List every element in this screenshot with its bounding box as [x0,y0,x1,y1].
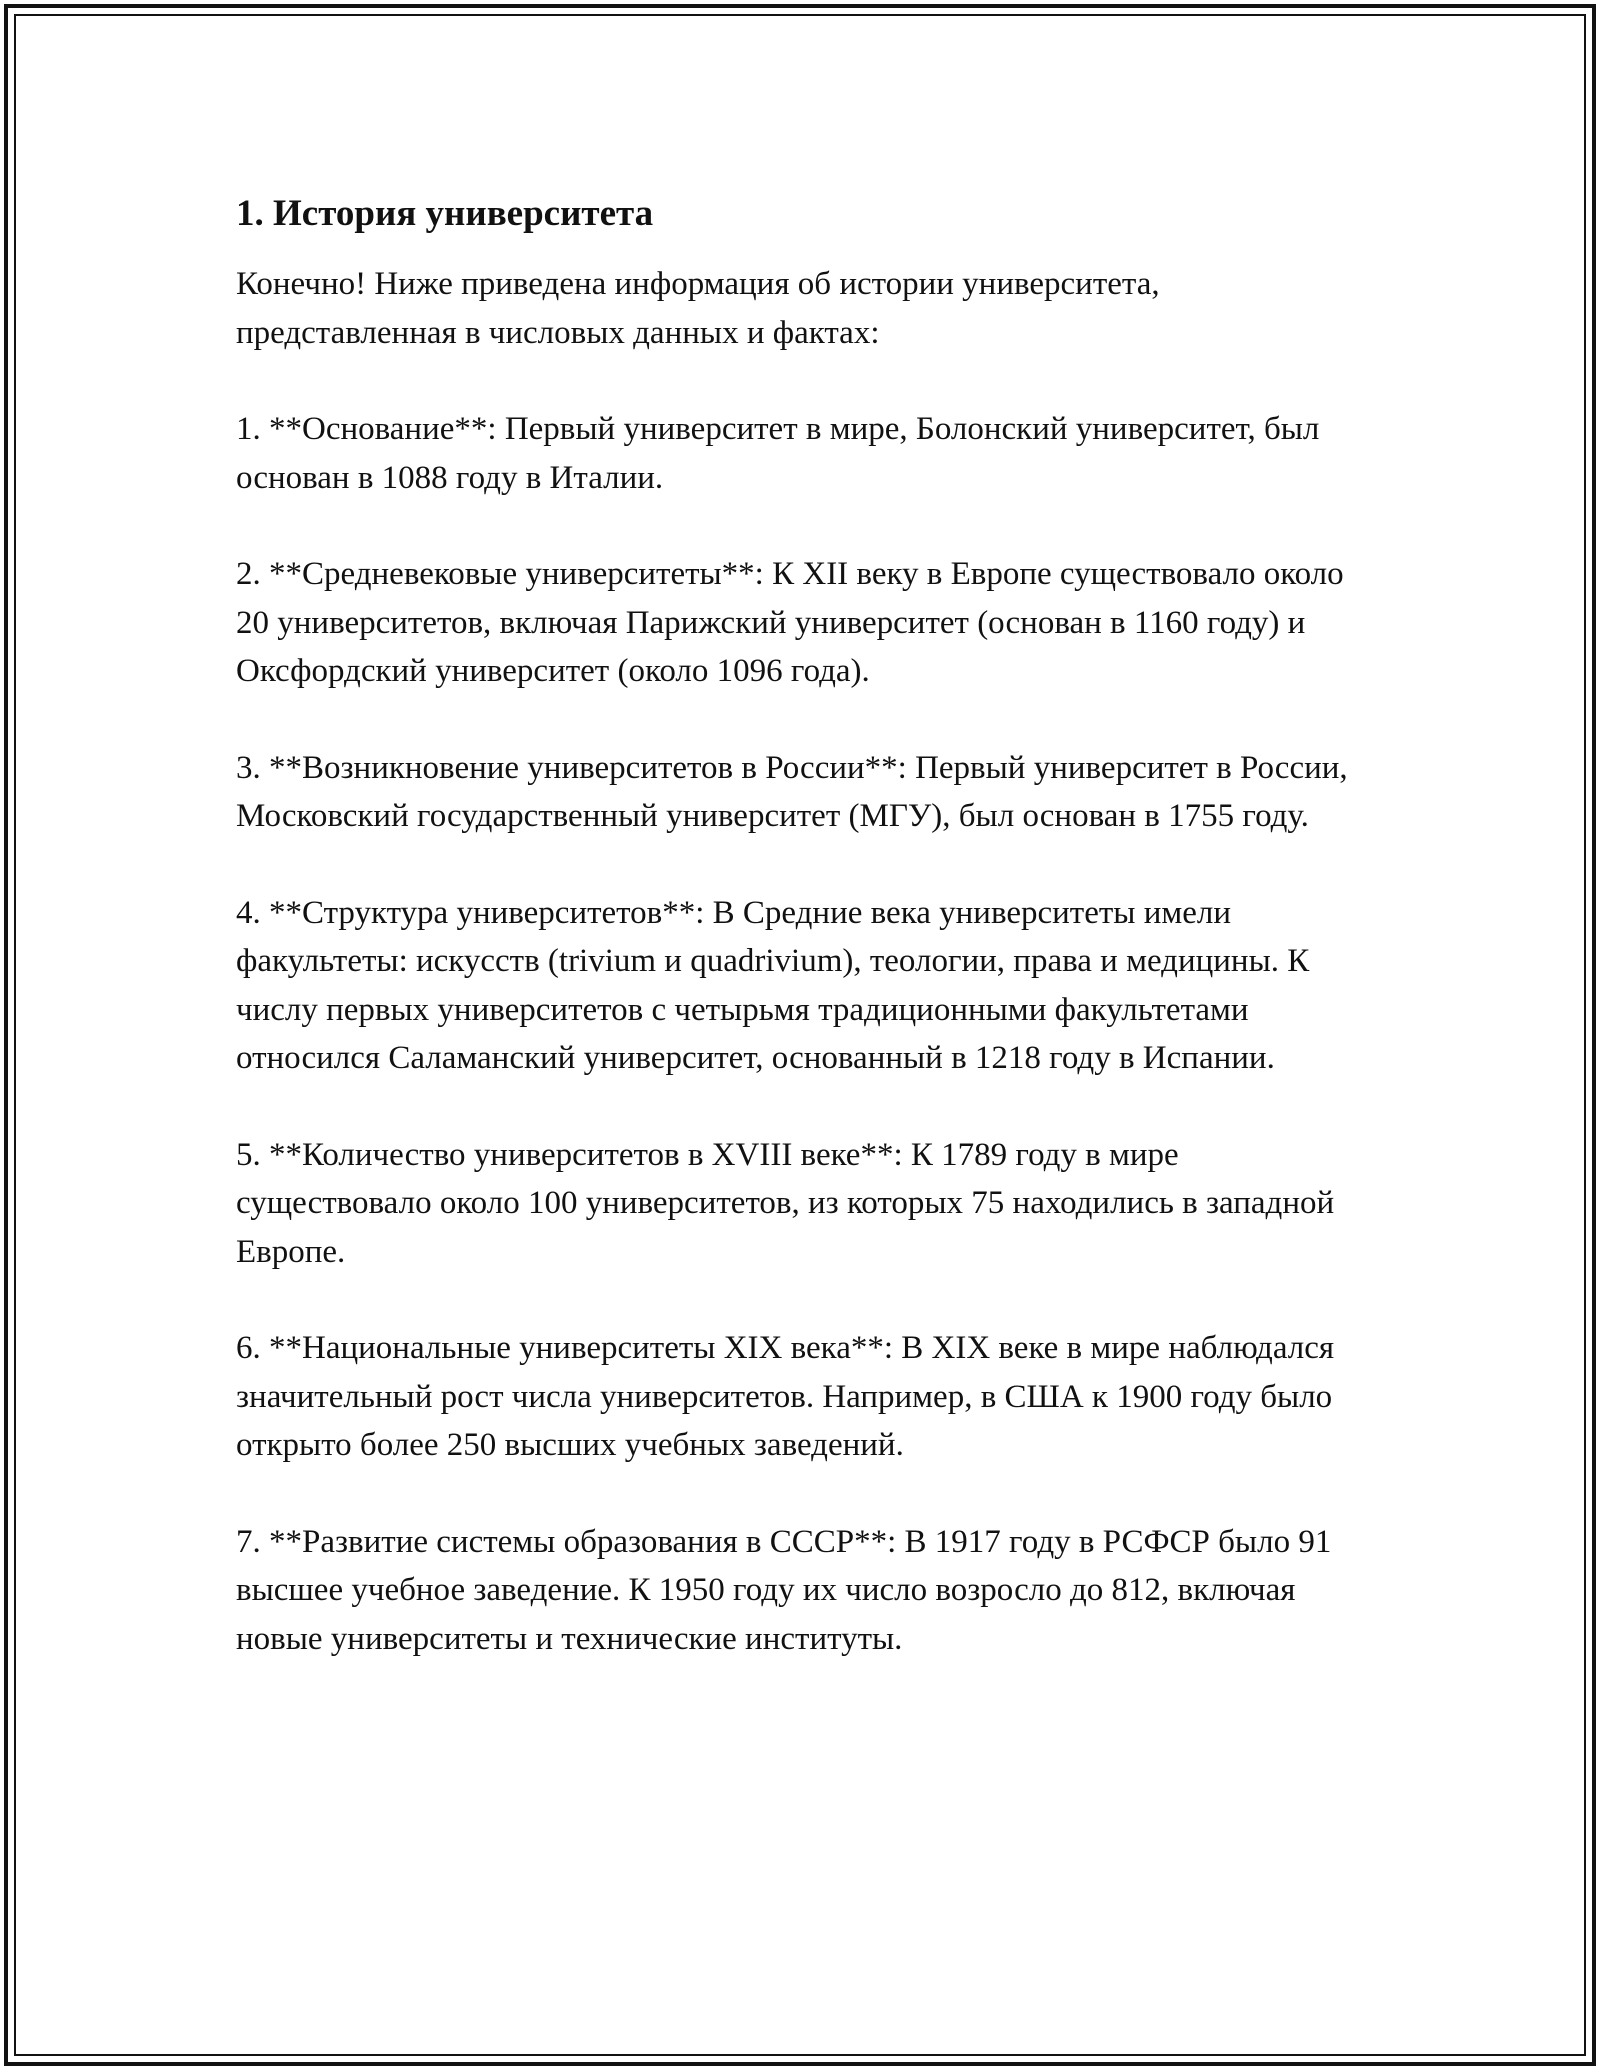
document-title: 1. История университета [236,193,654,234]
list-item-7: 7. **Развитие системы образования в СССР**: В 1917 году в РСФСР было 91 высшее учебное заведение. К 1950 году их число возросло до 812, включая новые университеты и технические институты. [236,1523,1332,1657]
list-item-5: 5. **Количество университетов в XVIII веке**: К 1789 году в мире существовало около 100 университетов, из которых 75 находились в западной Европе. [236,1136,1335,1270]
list-item-2: 2. **Средневековые университеты**: К XII веку в Европе существовало около 20 университетов, включая Парижский университет (основан в 1160 году) и Оксфордский университет (около 1096 года). [236,556,1344,689]
list-item-3: 3. **Возникновение университетов в России**: Первый университет в России, Московский государственный университет (МГУ), был основан в 1755 году. [236,749,1348,834]
intro-paragraph: Конечно! Ниже приведена информация об истории университета, представленная в числовых данных и фактах: [236,266,1160,351]
list-item-4: 4. **Структура университетов**: В Средние века университеты имели факультеты: искусств (trivium и quadrivium), теологии, права и медицины. К числу первых университетов с четырьмя традиционными факультетами относился Саламанский университет, основанный в 1218 году в Испании. [236,894,1310,1076]
document-body [236,186,1366,1663]
list-item-1: 1. **Основание**: Первый университет в мире, Болонский университет, был основан в 1088 году в Италии. [236,411,1320,496]
list-item-6: 6. **Национальные университеты XIX века**: В XIX веке в мире наблюдался значительный рост числа университетов. Например, в США к 1900 году было открыто более 250 высших учебных заведений. [236,1330,1335,1463]
